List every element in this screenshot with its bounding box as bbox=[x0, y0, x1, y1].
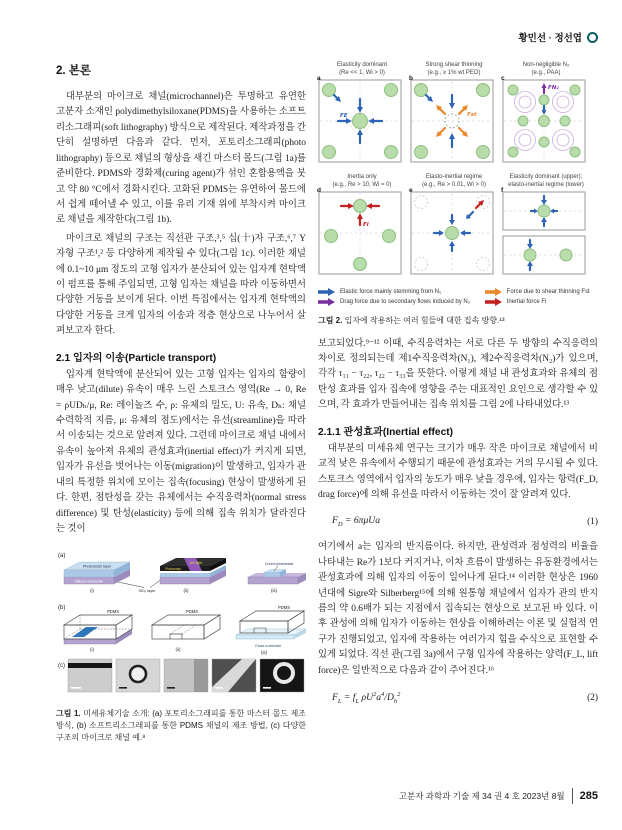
panel-d-diagram bbox=[318, 191, 402, 275]
sio2-layer-label: SiO₂ layer bbox=[138, 589, 156, 594]
fig2-panel-a bbox=[318, 62, 406, 168]
fig2-panel-c bbox=[502, 62, 590, 168]
step-iii-label: (iii) bbox=[271, 588, 277, 594]
photomask-label: Photomask bbox=[165, 567, 181, 572]
legend-item-drag-force: Drag force due to secondary flows induced by N₂ bbox=[318, 298, 477, 306]
legend-item-inertial-force: Inertial force Fi bbox=[485, 298, 598, 306]
cured-photoresist-label: Cured photoresist bbox=[264, 562, 294, 567]
silicon-substrate-label: Silicon substrate bbox=[75, 579, 103, 584]
page-header bbox=[518, 30, 598, 44]
fig1-a-label: (a) bbox=[58, 553, 66, 560]
fig2-panel-f bbox=[502, 174, 590, 280]
figure-2-legend bbox=[318, 288, 598, 306]
step-iii-label: (iii) bbox=[261, 650, 267, 656]
blue-arrow-icon bbox=[318, 288, 336, 296]
micrograph-plain-channel bbox=[164, 659, 208, 692]
step-i-label: (i) bbox=[90, 588, 94, 594]
equation-2-number: (2) bbox=[587, 693, 598, 704]
right-column bbox=[318, 62, 598, 717]
figure-1-caption bbox=[56, 708, 306, 743]
equation-1-number: (1) bbox=[587, 516, 598, 527]
force-label-FN2: FN₂ bbox=[548, 85, 559, 91]
body-paragraph: 입자계 현탁액에 분산되어 있는 고형 입자는 입자의 함량이 매우 낮고(dilute) 유속이 매우 느린 스토크스 영역(Re → 0, Re = ρUDₕ/μ, Re: 레이놀즈 수, ρ: 유체의 밀도, U: 유속, Dₕ: 채널 수력학적 지름, μ: 유체의 점도)에서는 유선(streamline)을 따라서 이송되는 것으로 알려져 있다. 그런데 마이크로 채널 내에서 유속이 높아져 유체의 관성효과(inertial effect)가 커지게 되면, 입자가 유선을 벗어나는 이동(migration)이 발생하고, 입자가 관 내의 특정한 위치에 모이는 집속(focusing) 현상이 발생하게 된다. 한편, 점탄성을 갖는 유체에서는 수직응력차(normal stress difference) 및 탄성(elasticity) 등에 의해 집속 위치가 달라진다는 것이 bbox=[56, 369, 306, 534]
panel-f-letter: f bbox=[501, 187, 504, 194]
figure-1 bbox=[56, 547, 306, 743]
subsection-title: 2.1 입자의 이송(Particle transport) bbox=[56, 352, 217, 364]
force-label-Fi: Fi bbox=[363, 222, 369, 228]
force-label-Fst: Fst bbox=[467, 112, 477, 118]
micrograph-ring-channel bbox=[116, 659, 160, 692]
micrograph-y-junction bbox=[212, 659, 256, 692]
figure-1-caption-text: 미세유체기술 소개: (a) 포토리소그래피를 통한 마스터 몰드 제조 방식, (b) 소프트리소그래피를 통한 PDMS 채널의 제조 방법, (c) 다양한 구조의 마이크로 채널 예.⁸ bbox=[56, 709, 306, 742]
figure-2-caption-number: 그림 2. bbox=[318, 316, 343, 325]
figure-1-graphic bbox=[56, 547, 306, 697]
step-ii-label: (ii) bbox=[175, 647, 181, 653]
fig1-c-label: (c) bbox=[58, 663, 65, 670]
fig1-b-label: (b) bbox=[58, 605, 66, 612]
page-number: 285 bbox=[579, 790, 598, 802]
panel-d-title: Inertia only (e.g., Re > 10, Wi = 0) bbox=[332, 174, 392, 188]
panel-f-title: Elasticity dominant (upper); elasto-inertial regime (lower) bbox=[508, 174, 584, 188]
left-column bbox=[56, 60, 306, 743]
panel-e-diagram bbox=[410, 191, 494, 275]
micrograph-straight-channel bbox=[68, 659, 112, 692]
pdms-label: PDMS bbox=[277, 605, 291, 611]
figure-2-caption-text: 입자에 작용하는 여러 힘들에 대한 집속 방향.¹³ bbox=[344, 316, 505, 325]
uv-light-label: UV light bbox=[189, 561, 203, 566]
step-ii-label: (ii) bbox=[183, 588, 189, 594]
page-footer bbox=[399, 788, 598, 804]
body-paragraph: 보고되었다.⁹⁻¹² 이때, 수직응력차는 서로 다른 두 방향의 수직응력의 차이로 정의되는데 제1수직응력차(N₁), 제2수직응력차(N₂)가 있으며, 각각 τ₁₁ − τ₂₂, τ₂₂ − τ₃₃을 뜻한다. 이렇게 채널 내 관성효과와 유체의 점탄성 효과를 입자 집속에 영향을 주는 대표적인 요인으로 생각할 수 있으며, 각 효과가 만들어내는 집속 위치를 그림 2에 나타내었다.¹³ bbox=[318, 338, 598, 411]
figure-2-panels bbox=[318, 62, 598, 280]
panel-a-letter: a bbox=[317, 75, 321, 82]
author-circle-icon bbox=[587, 32, 598, 43]
panel-f-diagram bbox=[502, 191, 586, 275]
red-arrow-icon bbox=[485, 298, 503, 306]
panel-b-diagram bbox=[410, 79, 494, 163]
panel-a-title: Elasticity dominant (Re << 1, Wi > 0) bbox=[336, 62, 388, 76]
figure-1-caption-number: 그림 1. bbox=[56, 709, 81, 719]
figure-2 bbox=[318, 62, 598, 327]
body-paragraph: 여기에서 a는 입자의 반지름이다. 하지만, 관성력과 점성력의 비율을 나타내는 Re가 1보다 커지거나, 이차 흐름이 발생하는 유동환경에서는 관성효과에 의해 입자의 이동이 일어나게 된다.¹⁴ 이러한 현상은 1960년대에 Sigre와 Silberberg¹⁵에 의해 원통형 채널에서 입자가 관의 반지름의 약 0.6배가 되는 지점에서 집속되는 현상으로 보고된 바 있다. 이후 관성에 의해 입자가 이동하는 현상을 이해하려는 이론 및 실험적 연구가 진행되었고, 입자에 작용하는 여러가지 힘을 수식으로 표현할 수 있게 되었다. 직선 관(그림 3a)에서 구형 입자에 작용하는 양력(F_L, lift force)은 일반적으로 다음과 같이 주어진다.¹⁶ bbox=[318, 542, 598, 676]
authors-text: 황민선 · 정선엽 bbox=[518, 33, 582, 44]
fig2-panel-e bbox=[410, 174, 498, 280]
panel-b-letter: b bbox=[409, 75, 413, 82]
panel-c-letter: c bbox=[501, 75, 505, 82]
force-label-FE: FE bbox=[340, 113, 348, 119]
fig2-panel-d bbox=[318, 174, 406, 280]
pdms-label: PDMS bbox=[106, 609, 120, 615]
panel-e-letter: e bbox=[409, 187, 413, 194]
section-title: 2. 본론 bbox=[56, 65, 92, 77]
panel-a-diagram bbox=[318, 79, 402, 163]
step-i-label: (i) bbox=[90, 647, 94, 653]
panel-d-letter: d bbox=[317, 187, 321, 194]
body-paragraph: 마이크로 채널의 구조는 직선관 구조,³,⁵ 십(十)자 구조,⁶,⁷ Y자형 구조¹,² 등 다양하게 제작될 수 있다(그림 1c). 이러한 채널에 0.1~10 μm 정도의 고형 입자가 분산되어 있는 입자계 현탁액이 펌프를 통해 주입되면, 고형 입자는 채널을 따라 이동하면서 다양한 거동을 보이게 된다. 이번 특집에서는 입자계 현탁액의 다양한 거동을 크게 입자의 이송과 적층 현상으로 나누어서 살펴보고자 한다. bbox=[56, 233, 306, 337]
journal-info: 고분자 과학과 기술 제 34 권 4 호 2023년 8월 bbox=[398, 791, 565, 801]
subsection-title: 2.1.1 관성효과(Inertial effect) bbox=[318, 426, 454, 438]
figure-2-caption bbox=[318, 315, 598, 327]
equation-2 bbox=[318, 691, 598, 705]
panel-c-diagram bbox=[502, 79, 586, 163]
purple-arrow-icon bbox=[318, 298, 336, 306]
footer-divider bbox=[572, 788, 573, 804]
panel-e-title: Elasto-inertial regime (e.g., Re > 0.01, Wi > 0) bbox=[421, 174, 487, 188]
body-paragraph: 대부분의 마이크로 채널(microchannel)은 투명하고 유연한 고분자 소재인 polydimethylsiloxane(PDMS)을 사용하는 소프트리소그래피(soft lithography) 방식으로 제작된다. 제작과정을 간단히 설명하면 다음과 같다. 먼저, 포토리소그래피(photo lithography) 등으로 채널의 형상을 새긴 마스터 몰드(그림 1a)를 준비한다. PDMS와 경화제(curing agent)가 섞인 혼합용액을 붓고 약 80 °C에서 경화시킨다. 고화된 PDMS는 유연하여 몰드에서 쉽게 떼어낼 수 있고, 이를 유리 기재 위에 부착시켜 마이크로 채널을 제작한다(그림 1b). bbox=[56, 92, 306, 226]
equation-1 bbox=[318, 515, 598, 528]
body-paragraph: 대부분의 미세유체 연구는 크기가 매우 작은 마이크로 채널에서 비교적 낮은 유속에서 수행되기 때문에 관성효과는 거의 무시될 수 있다. 스토크스 영역에서 입자의 농도가 매우 낮을 경우에, 입자는 항력(F_D, drag force)에 의해 유선을 따라서 이동하는 것이 잘 알려져 있다. bbox=[318, 443, 598, 500]
fig2-panel-b bbox=[410, 62, 498, 168]
panel-b-title: Strong shear thinning (e.g., ≥ 1% wt PEO) bbox=[425, 62, 483, 76]
legend-item-shear-thinning: Force due to shear thinning Fst bbox=[485, 288, 598, 296]
pdms-label: PDMS bbox=[185, 609, 199, 615]
equation-2-formula: $F_L = f_L$ $\rho U^2a^4/D_h^2$ bbox=[332, 691, 401, 706]
micrograph-curved-channel bbox=[260, 659, 304, 692]
legend-item-elastic-force: Elastic force mainly stemming from N₁ bbox=[318, 288, 477, 296]
photoresist-layer-label: Photoresist layer bbox=[82, 564, 112, 569]
equation-1-formula: $F_D = 6\pi\mu Ua$ bbox=[332, 515, 380, 529]
panel-c-title: Non-negligible N₂ (e.g., PAA) bbox=[522, 62, 570, 76]
orange-arrow-icon bbox=[485, 288, 503, 296]
glass-substrate-label: Glass substrate bbox=[254, 644, 282, 649]
